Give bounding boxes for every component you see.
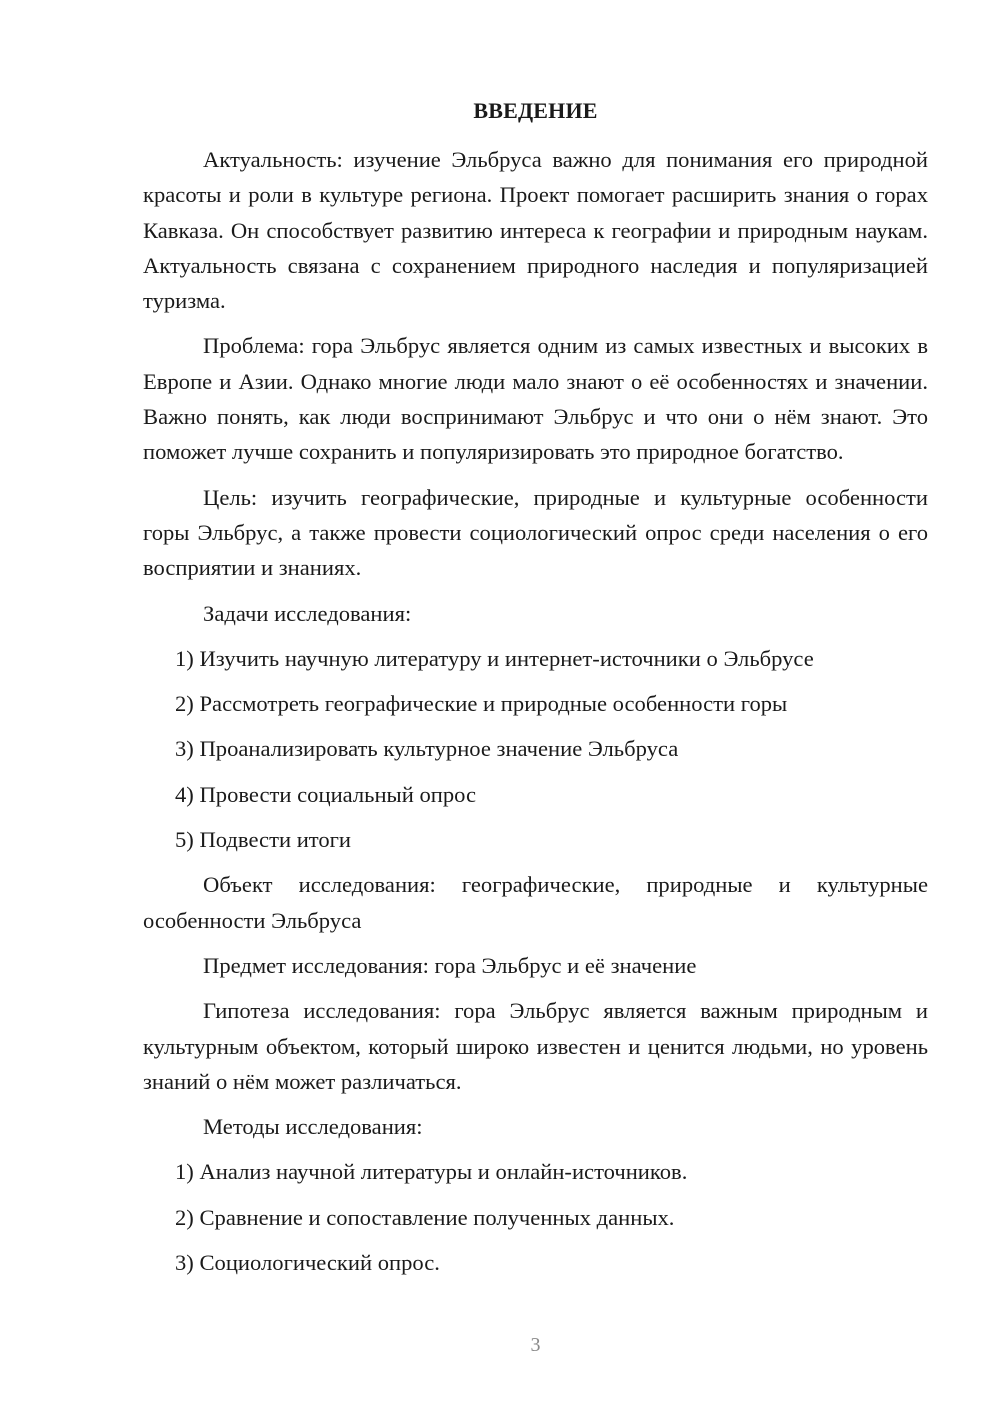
problem-paragraph: Проблема: гора Эльбрус является одним из самых известных и высоких в Европе и Азии. Однако многие люди мало знают о её особенностях и значении. Важно понять, как люди воспринимают Эльбрус и что они о нём знают. Это поможет лучше сохранить и популяризировать это природное богатство. — [143, 333, 928, 465]
document-page — [143, 0, 928, 1414]
list-item: 3) Социологический опрос. — [175, 1250, 440, 1276]
list-item: 5) Подвести итоги — [175, 827, 352, 853]
subject-paragraph: Предмет исследования: гора Эльбрус и её значение — [203, 952, 697, 978]
list-item: 4) Провести социальный опрос — [175, 781, 477, 807]
list-item: 2) Сравнение и сопоставление полученных данных. — [175, 1204, 675, 1230]
list-item: 3) Проанализировать культурное значение Эльбруса — [175, 736, 679, 762]
list-item: 2) Рассмотреть географические и природные особенности горы — [175, 691, 788, 717]
list-item: 1) Анализ научной литературы и онлайн-источников. — [175, 1159, 688, 1185]
goal-paragraph: Цель: изучить географические, природные и культурные особенности горы Эльбрус, а также провести социологический опрос среди населения о его восприятии и знаниях. — [143, 484, 928, 581]
page-title: ВВЕДЕНИЕ — [473, 98, 598, 123]
tasks-heading: Задачи исследования: — [203, 600, 412, 626]
hypothesis-paragraph: Гипотеза исследования: гора Эльбрус является важным природным и культурным объектом, который широко известен и ценится людьми, но уровень знаний о нём может различаться. — [143, 998, 928, 1094]
methods-heading: Методы исследования: — [203, 1114, 423, 1140]
list-item: 1) Изучить научную литературу и интернет-источники о Эльбрусе — [175, 645, 814, 671]
methods-list — [143, 1154, 928, 1280]
document-body — [143, 142, 928, 1290]
relevance-paragraph: Актуальность: изучение Эльбруса важно для понимания его природной красоты и роли в культуре региона. Проект помогает расширить знания о горах Кавказа. Он способствует развитию интереса к географии и природным наукам. Актуальность связана с сохранением природного наследия и популяризацией туризма. — [143, 147, 928, 314]
page-number: 3 — [530, 1334, 541, 1356]
tasks-list — [143, 641, 928, 857]
object-paragraph: Объект исследования: географические, природные и культурные особенности Эльбруса — [143, 872, 928, 933]
